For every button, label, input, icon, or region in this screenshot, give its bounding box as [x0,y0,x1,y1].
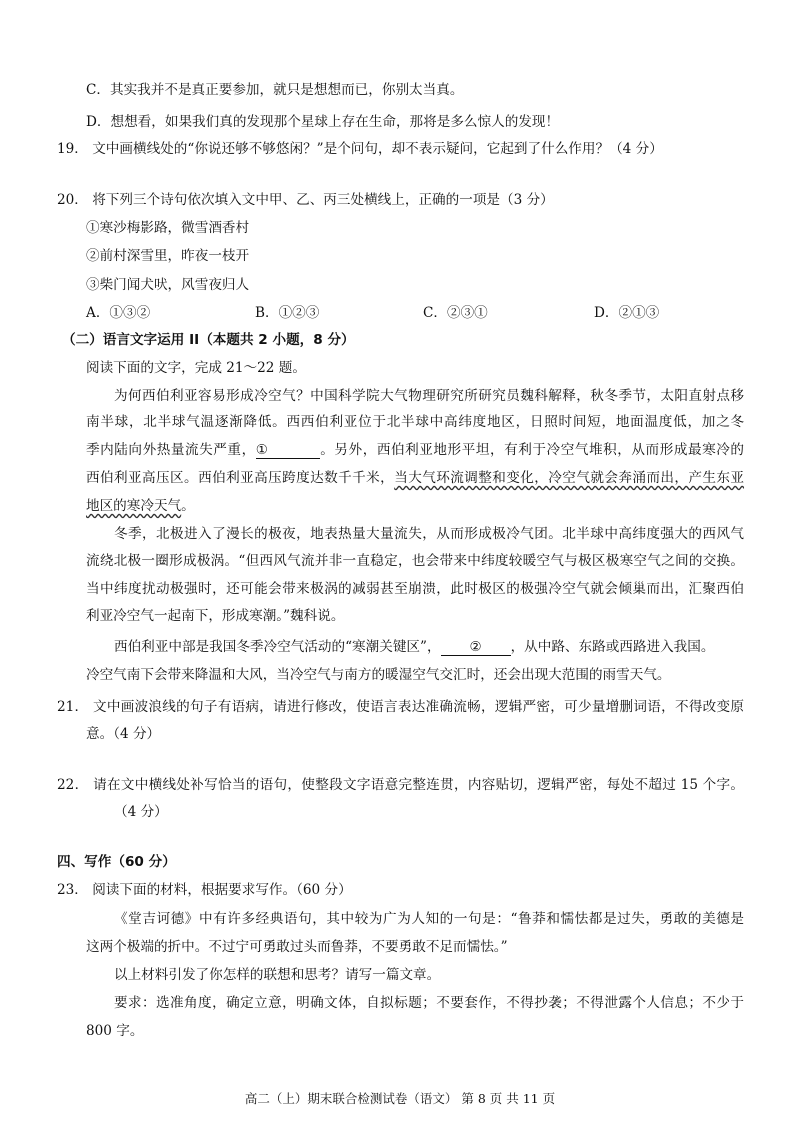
q20-option-c: C．②③① [423,305,488,321]
question-21-cont: 意。（4 分） [86,726,161,742]
reading-prompt: 阅读下面的文字，完成 21～22 题。 [86,360,306,376]
q20-option-d: D．②①③ [594,305,660,321]
requirements-line: 要求：选准角度，确定立意，明确文体，自拟标题；不要套作，不得抄袭；不得泄露个人信息；不少于 [114,995,744,1011]
passage-line: 利亚冷空气一起南下，形成寒潮。”魏科说。 [86,608,345,624]
passage-line: 西伯利亚高压区。西伯利亚高压跨度达数千千米，当大气环流调整和变化，冷空气就会奔涌而出，产生东亚 [86,470,745,486]
passage-line: 冷空气南下会带来降温和大风，当冷空气与南方的暖湿空气交汇时，还会出现大范围的雨雪天气。 [86,667,671,683]
wavy-underlined-sentence: 当大气环流调整和变化，冷空气就会奔涌而出，产生东亚 [394,470,745,486]
question-22: 22． 请在文中横线处补写恰当的语句，使整段文字语意完整连贯，内容贴切，逻辑严密，每处不超过 15 个字。 [57,777,744,793]
question-21: 21． 文中画波浪线的句子有语病，请进行修改，使语言表达准确流畅，逻辑严密，可少量增删词语，不得改变原 [57,699,744,715]
question-23-stem: 23． 阅读下面的材料，根据要求写作。（60 分） [57,882,352,898]
passage-line: 冬季，北极进入了漫长的极夜，地表热量大量流失，从而形成极冷气团。北半球中高纬度强大的西风气 [114,526,744,542]
question-19: 19． 文中画横线处的“你说还够不够悠闲？”是个问句，却不表示疑问，它起到了什么作用？（4 分） [57,141,663,157]
poem-line-3: ③柴门闻犬吠，风雪夜归人 [86,277,250,293]
page-footer: 高二（上）期末联合检测试卷（语文） 第 8 页 共 11 页 [244,1091,556,1106]
material-line: 以上材料引发了你怎样的联想和思考？请写一篇文章。 [114,967,441,983]
passage-line: 当中纬度扰动极强时，还可能会带来极涡的减弱甚至崩溃，此时极区的极强冷空气就会倾巢而出，汇聚西伯 [86,581,744,597]
q20-option-a: A．①③② [86,305,151,321]
section-heading-language-2: （二）语言文字运用 II（本题共 2 小题，8 分） [62,332,355,348]
material-line: 《堂吉诃德》中有许多经典语句，其中较为广为人知的一句是：“鲁莽和懦怯都是过失，勇敢的美德是 [114,911,744,927]
passage-line: 季内陆向外热量流失严重，① 。另外，西伯利亚地形平坦，有利于冷空气堆积，从而形成最寒冷的 [86,442,745,458]
passage-line: 西伯利亚中部是我国冬季冷空气活动的“寒潮关键区”， ② ，从中路、东路或西路进入我国。 [114,639,715,655]
passage-line: 地区的寒冷天气。 [86,498,195,514]
section-heading-writing: 四、写作（60 分） [57,854,176,870]
answer-blank-1[interactable]: ① [256,442,320,459]
passage-line: 流绕北极一圈形成极涡。“但西风气流并非一直稳定，也会带来中纬度较暖空气与极区极寒空气之间的交换。 [86,553,744,569]
q20-option-b: B．①②③ [255,305,320,321]
question-22-cont: （4 分） [114,804,168,820]
answer-blank-2[interactable]: ② [441,639,511,656]
requirements-line: 800 字。 [86,1023,144,1039]
passage-line: 南半球，北半球气温逐渐降低。西西伯利亚位于北半球中高纬度地区，日照时间短，地面温度低，加之冬 [86,414,744,430]
poem-line-2: ②前村深雪里，昨夜一枝开 [86,248,250,264]
passage-line: 为何西伯利亚容易形成冷空气？中国科学院大气物理研究所研究员魏科解释，秋冬季节，太阳直射点移 [114,388,744,404]
wavy-underlined-sentence-end: 地区的寒冷天气 [86,498,182,514]
question-20-stem: 20． 将下列三个诗句依次填入文中甲、乙、丙三处横线上，正确的一项是（3 分） [57,192,554,208]
poem-line-1: ①寒沙梅影路，微雪酒香村 [86,220,250,236]
q18-option-d: D．想想看，如果我们真的发现那个星球上存在生命，那将是多么惊人的发现！ [86,114,560,130]
material-line: 这两个极端的折中。不过宁可勇敢过头而鲁莽，不要勇敢不足而懦怯。” [86,939,508,955]
q18-option-c: C．其实我并不是真正要参加，就只是想想而已，你别太当真。 [86,82,464,98]
